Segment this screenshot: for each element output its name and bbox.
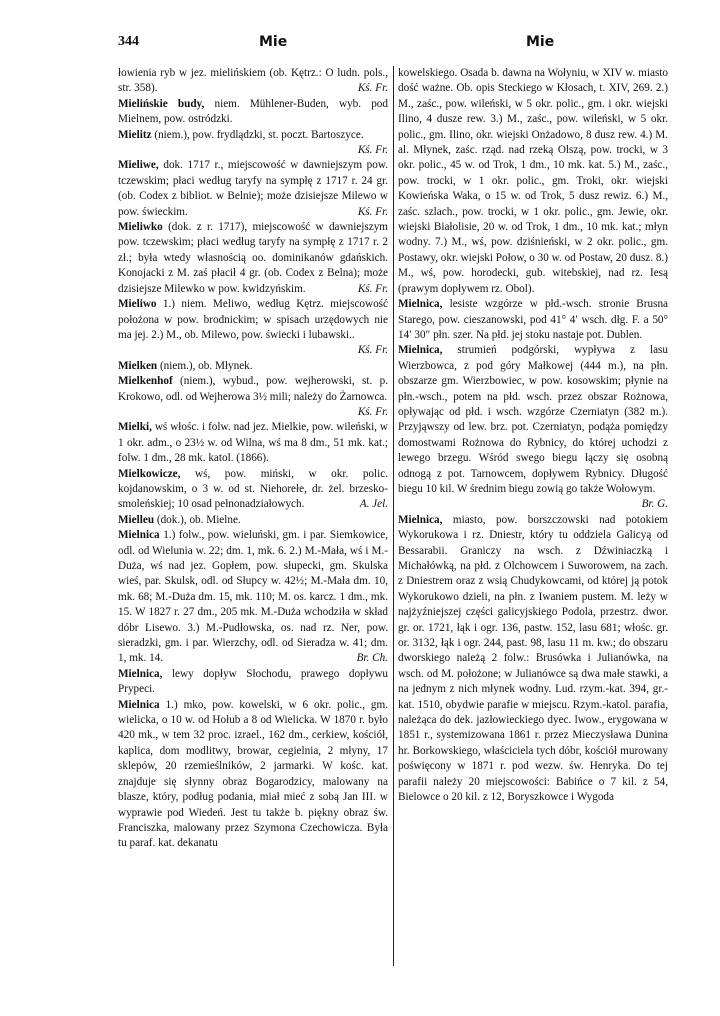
dictionary-entry (118, 66, 388, 97)
entry-headword: Mielnica (118, 698, 160, 711)
entry-signature: Kś. Fr. (357, 344, 388, 357)
entry-headword: Mielnica, (398, 344, 443, 357)
entry-signature: Br. Ch. (356, 652, 388, 665)
running-head-right: Mie (526, 34, 555, 50)
entry-text: (niem.), ob. Młynek. (159, 359, 253, 372)
entry-headword: Mieliwe, (118, 159, 159, 172)
dictionary-entry (118, 513, 388, 528)
entry-text: lesiste wzgórze w płd.-wsch. stronie Brusna Starego, pow. cieszanowski, pod 41° 4′ wsch. dłg. F. a 50° 14′ 30″ płn. szer. Na płd. jej stoku nastaje pot. Dublen. (398, 298, 669, 341)
entry-text: 1.) niem. Meliwo, według Kętrz. miejscowość położona w pow. brodnickim; w spisach urzędowych nie ma jej. 2.) M., ob. Milewo, pow. świecki i lubawski.. (118, 298, 389, 341)
dictionary-entry (118, 528, 388, 667)
entry-headword: Mielnica, (118, 667, 163, 680)
entry-headword: Mielitz (118, 128, 152, 141)
entry-text: 1.) folw., pow. wieluński, gm. i par. Siemkowice, odl. od Wielunia w. 22; dm. 1, mk. 6. 2.) M.-Mała, wś i M.-Duża, wś nad jez. Gopłem, pow. słupecki, gm. Skulska wieś, par. Skulsk, odl. od Słupcy w. 42½; M.-Mała dm. 10, mk. 68; M.-Duża dm. 15, mk. 110; M. os. karcz. 1 dm., mk. 15. W 1827 r. 27 dm., 205 mk. M.-Duża wchodziła w skład dóbr Lisewo. 3.) M.-Pudłowska, os. nad rz. Ner, pow. sieradzki, gm. i par. Wierzchy, odl. od Sieradza w. 41; dm. 1, mk. 14. (118, 529, 388, 665)
dictionary-entry (398, 66, 668, 297)
dictionary-entry (118, 374, 388, 420)
dictionary-entry (118, 420, 388, 466)
entry-headword: Mielkowicze, (118, 467, 181, 480)
left-column (118, 66, 388, 852)
entry-text: wś włośc. i folw. nad jez. Mielkie, pow. wileński, w 1 okr. adm., o 23½ w. od Wilna, wś ma 8 dm., 51 mk. kat.; folw. 1 dm., 28 mk. katol. (1866). (118, 421, 389, 465)
entry-text: (dok. z r. 1717), miejscowość w dawniejszym pow. tczewskim; płaci według taryfy na sympłę z 1717 r. 2 zł.; była wtedy własnością oo. dominikanów gdańskich. Konojacki z M. zaś płacił 4 gr. (ob. Codex z Belna); może dzisiejsze Milewko w pow. kwidzyńskim. (118, 221, 388, 295)
entry-text: niem. Mühlener-Buden, wyb. pod Mielnem, pow. ostródzki. (118, 97, 388, 126)
dictionary-entry (118, 220, 388, 297)
entry-headword: Mielleu (118, 513, 155, 526)
entry-signature: Br. G. (641, 498, 668, 511)
dictionary-entry (118, 467, 388, 513)
entry-signature: Kś. Fr. (357, 144, 388, 157)
dictionary-entry (118, 297, 388, 359)
dictionary-entry (118, 667, 388, 698)
dictionary-entry (398, 513, 668, 806)
entry-text: kowelskiego. Osada b. dawna na Wołyniu, w XIV w. miasto dość ważne. Ob. opis Steckiego w Kłosach, t. XIV, 269. 2.) M., zaśc., pow. wileński, w 5 okr. polic., gm. i okr. wiejski Ilino, 4 dusze rew. 3.) M., zaśc., pow. wileński, w 5 okr. polic., gm. Ilino, okr. wiejski Onżadowo, 8 dusz rew. 4.) M. al. Młynek, zaśc. rząd. nad rzeką Olszą, pow. trocki, w 3 okr. polic., 45 w. od Trok, 1 dm., 10 mk. kat. 5.) M., zaśc., pow. trocki, w 1 okr. polic., gm. Troki, okr. wiejski Kowieńska Waka, o 15 w. od Trok, 5 dusz rewiz. 6.) M., zaśc. szlach., pow. trocki, w 1 okr. polic., gm. Jewie, okr. wiejski Białolisie, 20 w. od Trok, 1 dm., 10 mk. kat.; młyn wodny. 7.) M., wś, pow. dziśnieński, w 2 okr. polic., gm. Postawy, okr. wiejski Połow, o 30 w. od Postaw, 20 dusz. 8.) M., wś, pow. horodecki, gub. witebskiej, nad rz. Iesą (prawym dopływem rz. Obol). (398, 67, 668, 295)
dictionary-entry (118, 158, 388, 220)
entry-headword: Mielkenhof (118, 375, 173, 388)
entry-text: (niem.), pow. frydlądzki, st. poczt. Bartoszyce. (154, 128, 364, 141)
entry-text: wś, pow. miński, w okr. polic. kojdanowskim, o 3 w. od st. Niehorełe, dr. żel. brzesko-smoleńskiej; 10 osad pełnonadziałowych. (118, 467, 388, 511)
entry-text: 1.) mko, pow. kowelski, w 6 okr. polic., gm. wielicka, o 10 w. od Hołub a 8 od Wielicka. W 1870 r. było 420 mk., w tem 32 proc. izrael., 162 dm., cerkiew, kościół, kaplica, dom modlitwy, browar, cegielnia, 2 młyny, 17 sklepów, 20 rzemieślników, 2 jarmarki. W kośc. kat. znajduje się słynny obraz Bogarodzicy, malowany na blasze, który, podług podania, miał mieć z sobą Jan III. w wyprawie pod Wiedeń. Jest tu także b. piękny obraz św. Franciszka, malowany przez Szymona Czechowicza. Była tu paraf. kat. dekanatu (118, 698, 389, 850)
entry-headword: Mielnica, (398, 513, 443, 526)
dictionary-entry (118, 97, 388, 128)
dictionary-entry (398, 343, 668, 512)
entry-text: (niem.), wybud., pow. wejherowski, st. p. Krokowo, odl. od Wejherowa 3½ mili; należy do Żarnowca. (118, 375, 388, 403)
entry-text: łowienia ryb w jez. mielińskiem (ob. Kętrz.: O ludn. pols., str. 358). (118, 67, 388, 95)
entry-headword: Mielnica (118, 529, 160, 542)
dictionary-entry (118, 698, 388, 852)
entry-text: lewy dopływ Słochodu, prawego dopływu Prypeci. (118, 667, 389, 696)
entry-text: strumień podgórski, wypływa z lasu Wierzbowca, z pod góry Małkowej (444 m.), na płn. obszarze gm. Wierzbowiec, w pow. kosowskim; płynie na płn.-wsch., potem na płd. wsch. przez obszar Rożnowa, opływając od płd. i wsch. wzgórze Czerniatyn (382 m.). Przyjąwszy od lew. brz. pot. Czerniatyn, podąża pomiędzy domostwami Rożnowa do Rybnicy, do której uchodzi z lewego brzegu. Wśród swego biegu łączy się osobną odnogą z pot. Tarnowcem, dopływem Rybnicy. Długość biegu 10 kil. W średnim biegu zowią go także Wołowym. (398, 344, 669, 495)
running-head-left: Mie (259, 34, 288, 50)
entry-signature: A. Jel. (359, 498, 388, 511)
page-number: 344 (118, 34, 139, 49)
entry-signature: Kś. Fr. (357, 405, 388, 418)
entry-signature: Kś. Fr. (357, 82, 388, 95)
right-column (398, 66, 668, 806)
entry-text: miasto, pow. borszczowski nad potokiem Wykorukowa i rz. Dniestr, który tu oddziela Galicyą od Bessarabii. Graniczy na wsch. z Dźwiniaczką i Michałówką, na płd. z Olchowcem i Suworowem, na zach. z Dniestrem oraz z wsią Chudykowcami, od której ją potok Wykorukowo dzieli, na płn. z Iwaniem pustem. M. leży w najżyźniejszej części galicyjskiego Podola, przestrz. dwor. gr. or. 1721, łąk i ogr. 136, pastw. 152, lasu 681; włośc. gr. or. 3132, łąk i ogr. 244, past. 98, lasu 11 m. kw.; do obszaru dworskiego należą 2 folw.: Brusówka i Julianówka, na wsch. od M. położone; w Julianówce są dwa małe stawki, a na jednym z nich młynek wodny. Lud. rzym.-kat. 394, gr.-kat. 1510, obydwie parafie w miejscu. Rzym.-katol. parafia, należąca do dek. jazłowieckiego dyec. lwow., erygowana w 1851 r., systemizowana 1861 r. przez Mieczysława Dunina hr. Borkowskiego, właściciela tych dóbr, kościół murowany poświęcony w 1871 r. pod wezw. św. Henryka. Do tej parafii należy 20 miejscowości: Babińce o 7 kil. z 54, Bielowce o 20 kil. z 12, Boryszkowce i Wygoda (398, 513, 669, 804)
entry-headword: Mielken (118, 359, 158, 372)
entry-headword: Mieliwko (118, 221, 163, 234)
entry-headword: Mielki, (118, 421, 152, 434)
column-divider (393, 66, 394, 966)
entry-headword: Mielińskie budy, (118, 97, 205, 110)
dictionary-entry (118, 128, 388, 159)
entry-text: dok. 1717 r., miejscowość w dawniejszym pow. tczewskim; płaci według taryfy na sympłę z 1717 r. 24 gr. (ob. Codex z bibliot. w Belnie); może dzisiejsze Milewo w pow. świeckim. (118, 159, 389, 218)
dictionary-entry (398, 297, 668, 343)
entry-text: (dok.), ob. Mielne. (156, 513, 241, 526)
entry-signature: Kś. Fr. (357, 205, 388, 218)
entry-headword: Mieliwo (118, 298, 157, 311)
entry-signature: Kś. Fr. (357, 282, 388, 295)
dictionary-entry (118, 359, 388, 374)
entry-headword: Mielnica, (398, 298, 443, 311)
